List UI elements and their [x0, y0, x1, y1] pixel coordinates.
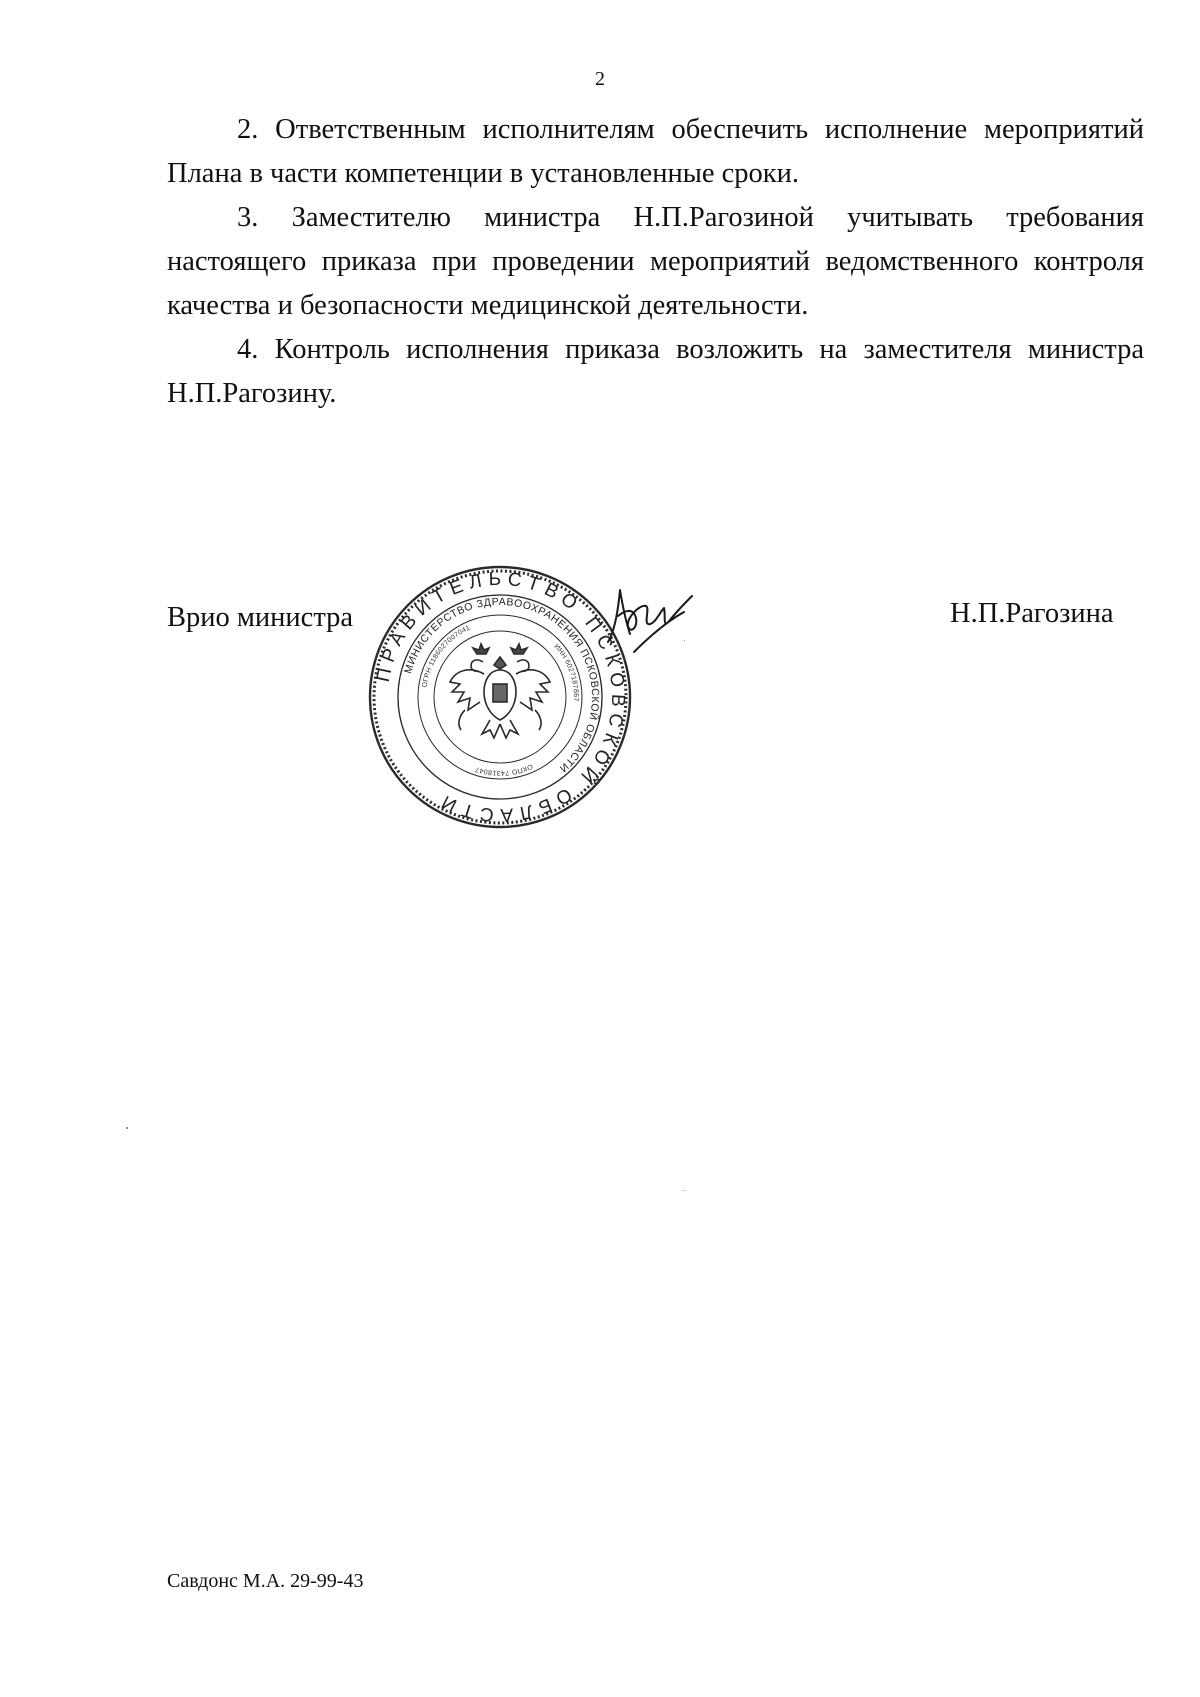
executor-contact: Савдонс М.А. 29-99-43: [167, 1570, 364, 1592]
coat-of-arms-icon: [450, 644, 550, 738]
handwritten-signature: [600, 582, 700, 654]
paragraph-2: 2. Ответственным исполнителям обеспечить исполнение мероприятий Плана в части компетенции в установленные сроки.: [167, 114, 1144, 189]
stamp-okpo: ОКПО 74318047: [474, 762, 534, 777]
stamp-inner-text-path: МИНИСТЕРСТВО ЗДРАВООХРАНЕНИЯ ПСКОВСКОЙ ОБЛАСТИ: [402, 595, 602, 775]
page-number: 2: [595, 68, 605, 90]
signer-name: Н.П.Рагозина: [950, 598, 1114, 629]
order-body: [167, 108, 1144, 416]
stamp-codes-3: [474, 762, 533, 776]
paragraph-4: 4. Контроль исполнения приказа возложить на заместителя министра Н.П.Рагозину.: [167, 334, 1144, 409]
signer-position: Врио министра: [167, 602, 354, 633]
stamp-outer-text-path: ПРАВИТЕЛЬСТВО ПСКОВСКОЙ ОБЛАСТИ: [372, 568, 629, 826]
official-stamp: [365, 562, 635, 832]
stamp-ogrn: ОГРН 1186027007041: [421, 624, 472, 689]
paragraph-3: 3. Заместителю министра Н.П.Рагозиной учитывать требования настоящего приказа при проведении мероприятий ведомственного контроля качества и безопасности медицинской деятельности.: [167, 202, 1144, 321]
scan-speck: [684, 1190, 685, 1191]
stamp-inn: ИНН 6027187867: [552, 643, 580, 702]
scan-speck: [126, 1127, 128, 1129]
scan-speck: [684, 640, 685, 641]
